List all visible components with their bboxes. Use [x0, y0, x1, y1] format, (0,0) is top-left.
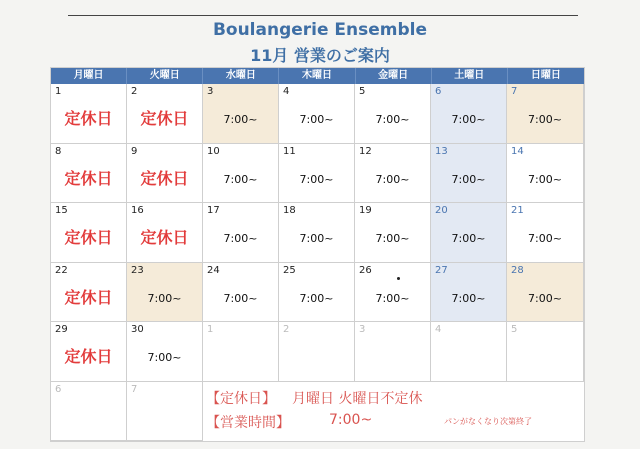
- weekday-wed: 水曜日: [203, 68, 279, 84]
- weekday-sat: 土曜日: [432, 68, 508, 84]
- closed-label: 定休日: [64, 288, 113, 307]
- closed-label: 定休日: [140, 228, 189, 247]
- opening-time: 7:00~: [375, 232, 410, 245]
- opening-time: 7:00~: [451, 113, 486, 126]
- opening-time: 7:00~: [528, 232, 562, 245]
- calendar-day-cell: [127, 263, 203, 322]
- day-number: 12: [359, 146, 372, 157]
- closed-label: 定休日: [64, 109, 113, 128]
- day-number: 3: [359, 324, 366, 335]
- weekday-header: [51, 68, 584, 84]
- calendar-day-cell: [355, 263, 431, 322]
- day-number: 7: [511, 86, 518, 97]
- calendar-day-cell: [279, 322, 355, 382]
- day-number: 4: [283, 86, 290, 97]
- weekday-fri: 金曜日: [356, 68, 432, 84]
- opening-time: 7:00~: [223, 292, 258, 305]
- calendar-day-cell: [127, 144, 203, 203]
- top-rule: [68, 15, 578, 16]
- calendar-day-cell: [127, 382, 203, 441]
- opening-time: 7:00~: [147, 351, 182, 364]
- day-number: 9: [131, 146, 138, 157]
- day-number: 24: [207, 265, 220, 276]
- calendar-day-cell: [127, 84, 203, 144]
- month-title: 11月 営業のご案内: [250, 46, 390, 65]
- calendar-day-cell: [507, 263, 584, 322]
- calendar-day-cell: [279, 263, 355, 322]
- opening-time: 7:00~: [451, 173, 486, 186]
- opening-time: 7:00~: [528, 173, 562, 186]
- calendar-day-cell: [279, 203, 355, 263]
- calendar-day-cell: [279, 144, 355, 203]
- day-number: 17: [207, 205, 220, 216]
- legend-note: パンがなくなり次第終了: [444, 417, 532, 426]
- day-number: 2: [131, 86, 138, 97]
- day-number: 7: [131, 384, 138, 395]
- day-number: 15: [55, 205, 68, 216]
- closed-label: 定休日: [140, 109, 189, 128]
- day-number: 1: [207, 324, 214, 335]
- legend-hours-value: 7:00~: [329, 412, 373, 428]
- calendar-day-cell: [127, 322, 203, 382]
- closed-label: 定休日: [64, 347, 113, 366]
- opening-time: 7:00~: [223, 232, 258, 245]
- day-number: 26: [359, 265, 372, 276]
- opening-time: 7:00~: [528, 292, 562, 305]
- day-number: 11: [283, 146, 296, 157]
- weekday-tue: 火曜日: [127, 68, 203, 84]
- legend-hours-row: [206, 412, 373, 432]
- calendar-day-cell: [431, 203, 507, 263]
- calendar-day-cell: [203, 84, 279, 144]
- day-number: 5: [511, 324, 518, 335]
- opening-time: 7:00~: [299, 113, 334, 126]
- calendar-day-cell: [51, 263, 127, 322]
- day-number: 10: [207, 146, 220, 157]
- calendar-day-cell: [355, 84, 431, 144]
- day-number: 30: [131, 324, 144, 335]
- day-number: 25: [283, 265, 296, 276]
- calendar-day-cell: [203, 144, 279, 203]
- day-number: 16: [131, 205, 144, 216]
- opening-time: 7:00~: [299, 232, 334, 245]
- legend-closed-key: 【定休日】: [206, 391, 276, 407]
- calendar-day-cell: [279, 84, 355, 144]
- calendar-day-cell: [203, 263, 279, 322]
- dot-mark: [397, 277, 400, 280]
- calendar-day-cell: [507, 144, 584, 203]
- calendar-day-cell: [127, 203, 203, 263]
- calendar-day-cell: [355, 322, 431, 382]
- day-number: 23: [131, 265, 144, 276]
- closed-label: 定休日: [64, 169, 113, 188]
- weekday-thu: 木曜日: [279, 68, 355, 84]
- legend-closed-value: 月曜日 火曜日不定休: [292, 391, 423, 407]
- day-number: 29: [55, 324, 68, 335]
- day-number: 20: [435, 205, 448, 216]
- day-number: 1: [55, 86, 62, 97]
- day-number: 18: [283, 205, 296, 216]
- calendar-day-cell: [431, 84, 507, 144]
- day-number: 3: [207, 86, 214, 97]
- day-number: 19: [359, 205, 372, 216]
- calendar: [50, 67, 585, 442]
- day-number: 4: [435, 324, 442, 335]
- day-number: 27: [435, 265, 448, 276]
- weekday-mon: 月曜日: [51, 68, 127, 84]
- calendar-day-cell: [355, 144, 431, 203]
- calendar-day-cell: [431, 144, 507, 203]
- calendar-day-cell: [51, 322, 127, 382]
- opening-time: 7:00~: [299, 292, 334, 305]
- day-number: 5: [359, 86, 366, 97]
- opening-time: 7:00~: [223, 173, 258, 186]
- opening-time: 7:00~: [451, 232, 486, 245]
- weekday-sun: 日曜日: [530, 70, 561, 81]
- closed-label: 定休日: [140, 169, 189, 188]
- opening-time: 7:00~: [375, 292, 410, 305]
- calendar-day-cell: [507, 203, 584, 263]
- shop-name: Boulangerie Ensemble: [212, 20, 428, 40]
- calendar-day-cell: [51, 84, 127, 144]
- opening-time: 7:00~: [528, 113, 562, 126]
- legend: [204, 380, 584, 441]
- calendar-day-cell: [431, 263, 507, 322]
- opening-time: 7:00~: [375, 113, 410, 126]
- calendar-day-cell: [355, 203, 431, 263]
- day-number: 13: [435, 146, 448, 157]
- opening-time: 7:00~: [451, 292, 486, 305]
- calendar-day-cell: [203, 203, 279, 263]
- day-number: 2: [283, 324, 290, 335]
- opening-time: 7:00~: [223, 113, 258, 126]
- day-number: 6: [435, 86, 442, 97]
- day-number: 8: [55, 146, 62, 157]
- day-number: 22: [55, 265, 68, 276]
- calendar-day-cell: [431, 322, 507, 382]
- day-number: 21: [511, 205, 524, 216]
- legend-closed-row: [206, 388, 423, 408]
- calendar-day-cell: [51, 203, 127, 263]
- legend-hours-key: 【営業時間】: [206, 415, 290, 431]
- calendar-day-cell: [51, 144, 127, 203]
- day-number: 6: [55, 384, 62, 395]
- opening-time: 7:00~: [375, 173, 410, 186]
- calendar-day-cell: [203, 322, 279, 382]
- calendar-day-cell: [507, 84, 584, 144]
- calendar-day-cell: [507, 322, 584, 382]
- opening-time: 7:00~: [147, 292, 182, 305]
- day-number: 28: [511, 265, 524, 276]
- day-number: 14: [511, 146, 524, 157]
- closed-label: 定休日: [64, 228, 113, 247]
- calendar-day-cell: [51, 382, 127, 441]
- opening-time: 7:00~: [299, 173, 334, 186]
